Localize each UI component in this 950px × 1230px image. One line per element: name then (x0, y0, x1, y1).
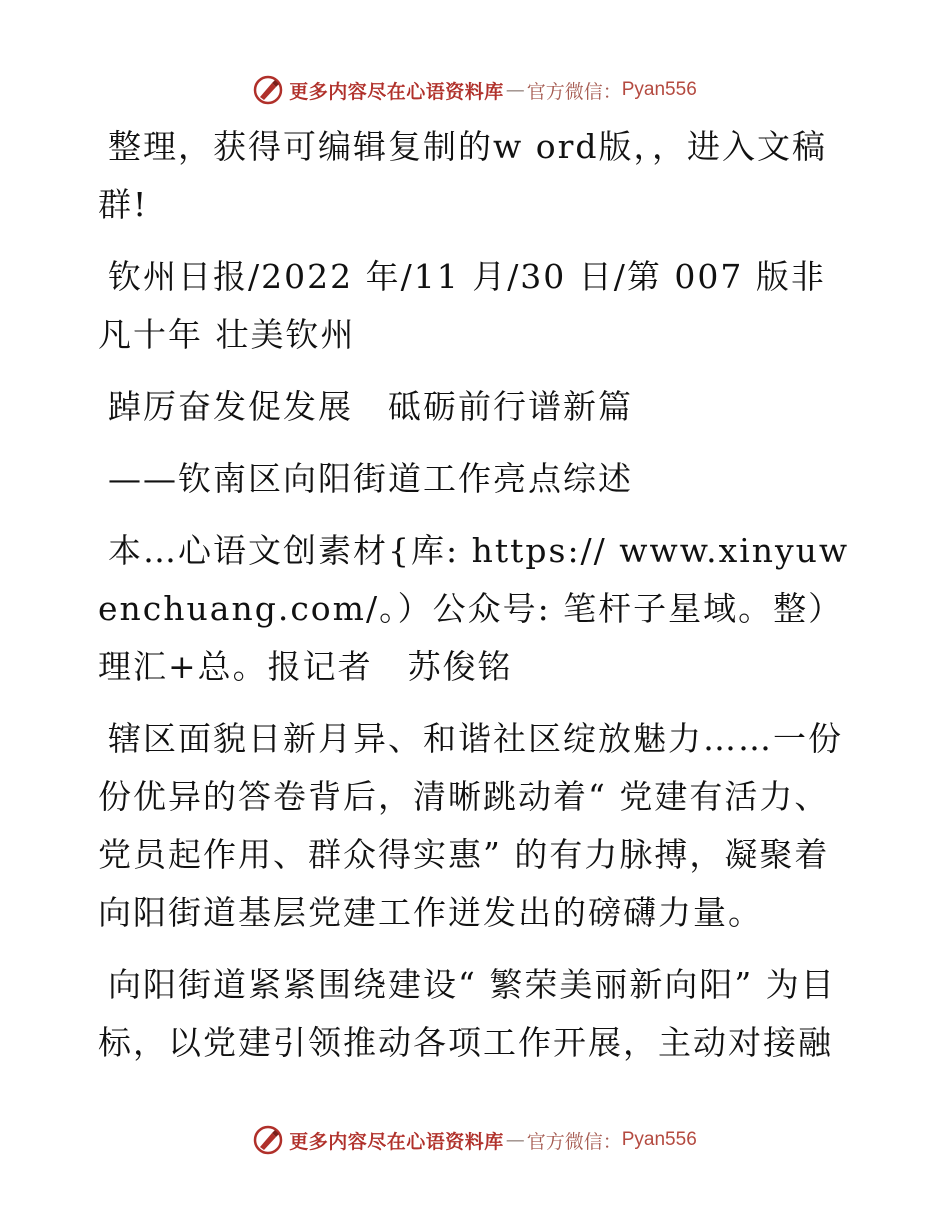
pen-nib-logo-icon (253, 1125, 283, 1155)
banner-wechat-label: 官方微信： (526, 80, 622, 103)
paragraph-4: ——钦南区向阳街道工作亮点综述 (108, 459, 633, 498)
paragraph-1: 整理，获得可编辑复制的w ord版，，进入文稿群! (98, 127, 828, 224)
banner-main-text: 更多内容尽在心语资料库 (289, 80, 504, 103)
paragraph-6: 辖区面貌日新月异、和谐社区绽放魅力……一份份优异的答卷背后，清晰跳动着“ 党建有活力、党员起作用、群众得实惠” 的有力脉搏，凝聚着向阳街道基层党建工作迸发出的磅礴力量。 (98, 719, 843, 932)
paragraph-5: 本…心语文创素材{库: https:// www.xinyuwenchuang.com/。）公众号: 笔杆子星域。整）理汇+总。报记者 苏俊铭 (98, 531, 850, 686)
pen-nib-logo-icon (253, 75, 283, 105)
banner-separator: — (505, 79, 525, 101)
banner-separator: — (505, 1129, 525, 1151)
banner-main-text: 更多内容尽在心语资料库 (289, 1130, 504, 1153)
document-body (98, 118, 858, 1086)
footer-banner (0, 1120, 950, 1160)
paragraph-3: 踔厉奋发促发展 砥砺前行谱新篇 (108, 387, 633, 426)
banner-wechat-id: Pyan556 (621, 1129, 697, 1150)
paragraph-2: 钦州日报/2022 年/11 月/30 日/第 007 版非凡十年 壮美钦州 (98, 257, 826, 354)
header-banner (0, 70, 950, 110)
banner-wechat-id: Pyan556 (621, 79, 697, 100)
paragraph-7: 向阳街道紧紧围绕建设“ 繁荣美丽新向阳” 为目标，以党建引领推动各项工作开展，主动对接融 (98, 965, 836, 1062)
banner-wechat-label: 官方微信： (526, 1130, 622, 1153)
